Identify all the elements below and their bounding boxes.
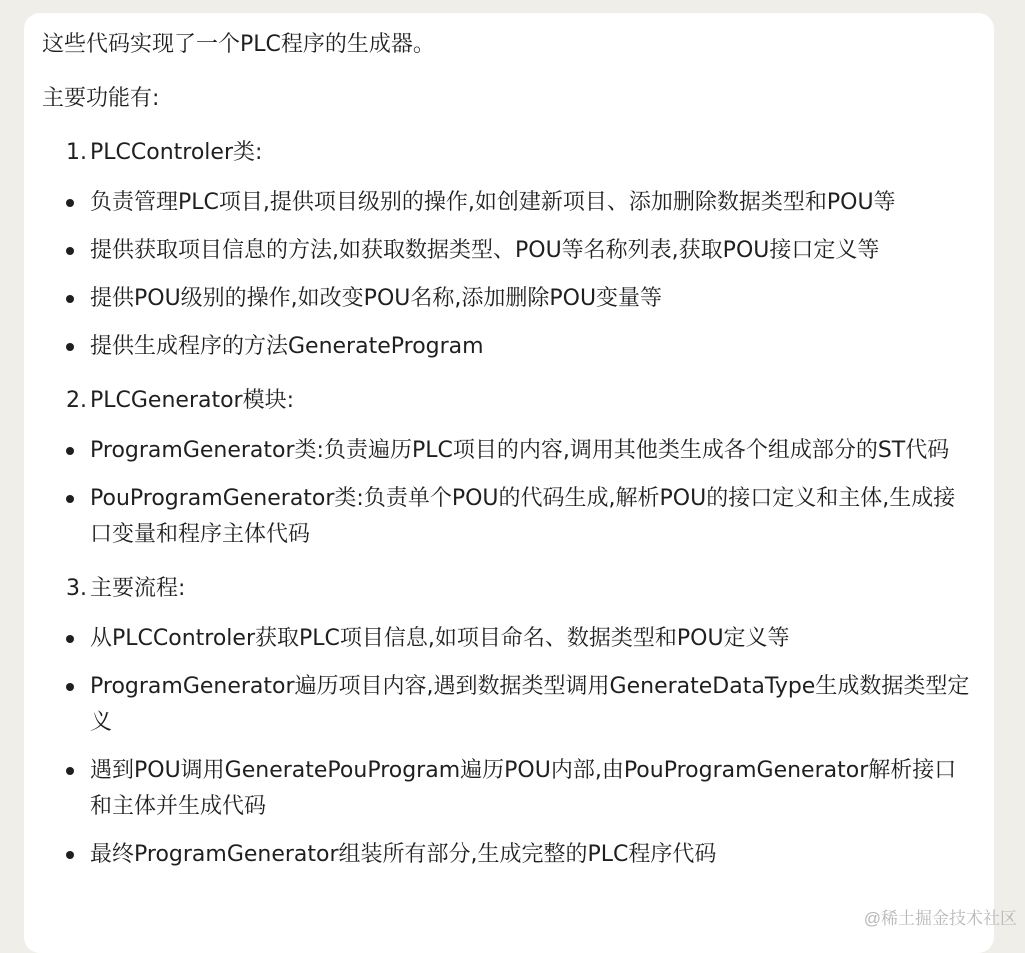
bullet-dot-icon bbox=[66, 767, 74, 775]
bullet-dot-icon bbox=[66, 247, 74, 255]
list-item bbox=[42, 433, 974, 469]
bullet-dot-icon bbox=[66, 683, 74, 691]
section-2-list bbox=[42, 433, 974, 553]
bullet-dot-icon bbox=[66, 199, 74, 207]
list-item bbox=[42, 669, 974, 741]
list-item bbox=[42, 481, 974, 553]
bullet-dot-icon bbox=[66, 295, 74, 303]
list-item bbox=[42, 621, 974, 657]
section-2-title: PLCGenerator模块: bbox=[90, 388, 295, 413]
message-card bbox=[24, 13, 994, 953]
section-1-heading bbox=[42, 135, 974, 171]
list-item bbox=[42, 233, 974, 269]
list-item-text: PouProgramGenerator类:负责单个POU的代码生成,解析POU的接口定义和主体,生成接口变量和程序主体代码 bbox=[90, 486, 956, 547]
watermark: @稀土掘金技术社区 bbox=[863, 909, 1017, 928]
section-3-list bbox=[42, 621, 974, 873]
list-item bbox=[42, 753, 974, 825]
section-3-heading bbox=[42, 571, 974, 607]
list-item bbox=[42, 185, 974, 221]
list-item-text: 提供获取项目信息的方法,如获取数据类型、POU等名称列表,获取POU接口定义等 bbox=[90, 238, 880, 263]
list-item-text: 提供POU级别的操作,如改变POU名称,添加删除POU变量等 bbox=[90, 286, 663, 311]
section-1-title: PLCControler类: bbox=[90, 140, 263, 165]
list-item-text: 遇到POU调用GeneratePouProgram遍历POU内部,由PouProgramGenerator解析接口和主体并生成代码 bbox=[90, 758, 957, 819]
bullet-dot-icon bbox=[66, 447, 74, 455]
list-item-text: ProgramGenerator遍历项目内容,遇到数据类型调用GenerateDataType生成数据类型定义 bbox=[90, 674, 970, 735]
section-2-heading bbox=[42, 383, 974, 419]
list-item-text: 提供生成程序的方法GenerateProgram bbox=[90, 334, 484, 359]
list-item bbox=[42, 281, 974, 317]
section-1-list bbox=[42, 185, 974, 365]
bullet-dot-icon bbox=[66, 851, 74, 859]
list-item-text: 从PLCControler获取PLC项目信息,如项目命名、数据类型和POU定义等 bbox=[90, 626, 790, 651]
list-item bbox=[42, 837, 974, 873]
section-3-number: 3. bbox=[66, 576, 87, 601]
bullet-dot-icon bbox=[66, 343, 74, 351]
features-title: 主要功能有: bbox=[42, 86, 160, 111]
section-3-title: 主要流程: bbox=[90, 576, 186, 601]
list-item-text: 最终ProgramGenerator组装所有部分,生成完整的PLC程序代码 bbox=[90, 842, 717, 867]
section-2-number: 2. bbox=[66, 388, 87, 413]
list-item-text: 负责管理PLC项目,提供项目级别的操作,如创建新项目、添加删除数据类型和POU等 bbox=[90, 190, 896, 215]
section-1-number: 1. bbox=[66, 140, 87, 165]
bullet-dot-icon bbox=[66, 495, 74, 503]
bullet-dot-icon bbox=[66, 635, 74, 643]
intro-text: 这些代码实现了一个PLC程序的生成器。 bbox=[42, 32, 435, 57]
list-item-text: ProgramGenerator类:负责遍历PLC项目的内容,调用其他类生成各个组成部分的ST代码 bbox=[90, 438, 950, 463]
list-item bbox=[42, 329, 974, 365]
